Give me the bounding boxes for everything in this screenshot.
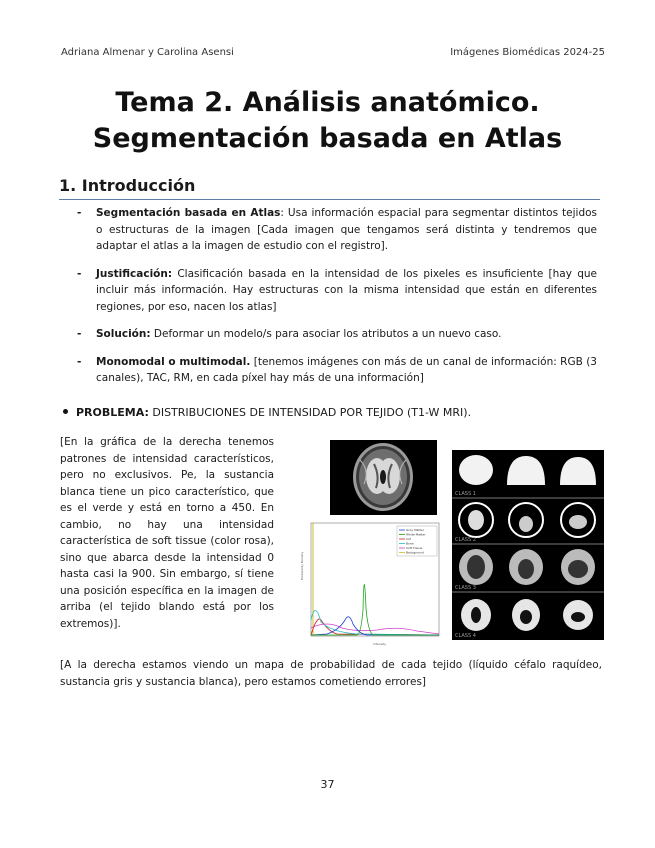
bullet-text: [tenemos imágenes con más de un canal de información: RGB (3 canales), TAC, RM, en cada píxel hay más de una información] [96,355,597,384]
problem-term: PROBLEMA: [76,406,149,419]
legend-bone: Bone [406,541,414,546]
bullet-term: Justificación: [96,267,173,280]
class-label-4: CLASS 4 [455,633,476,639]
class-label-2: CLASS 2 [455,537,476,543]
title-line-2: Segmentación basada en Atlas [92,123,563,154]
problem-text: DISTRIBUCIONES DE INTENSIDAD POR TEJIDO (T1-W MRI). [148,406,472,419]
section-title: Introducción [81,176,196,195]
bullet-item-solution [77,326,597,343]
bullet-term: Segmentación basada en Atlas [96,207,281,219]
legend-grey-matter: Grey Matter [406,528,424,532]
bullet-term: Solución: [96,328,151,340]
header-course: Imágenes Biomédicas 2024-25 [450,47,605,58]
svg-text:Intensity: Intensity [373,642,387,646]
header-authors: Adriana Almenar y Carolina Asensi [61,47,234,58]
problem-bullet [61,406,471,419]
bullet-item-atlas [77,205,597,255]
title-line-1: Tema 2. Análisis anatómico. [115,87,540,118]
tissue-class-maps [452,450,604,640]
class-label-3: CLASS 3 [455,585,476,591]
bullet-term: Monomodal o multimodal. [96,355,251,368]
legend-white-matter: White Matter [406,532,426,537]
bullet-dash: - [77,355,82,368]
legend-csf: Csf [406,537,411,541]
bullet-item-justification [77,266,597,316]
section-number: 1. [59,176,77,195]
bullet-text: Deformar un modelo/s para asociar los atributos a un nuevo caso. [150,328,502,340]
bullet-dash: - [77,267,82,280]
intensity-distribution-plot [297,520,444,648]
bullet-text: : Usa información espacial para segmentar distintos tejidos o estructuras de la imagen [Cada imagen que tengamos será distinta y tendremos que adaptar el atlas a la imagen de estudio con el registro]. [96,207,597,252]
bullet-dot-icon [63,409,68,414]
class-label-1: CLASS 1 [455,491,476,497]
legend-soft-tissue: Soft Tissue [406,546,423,550]
page-number: 37 [320,778,335,791]
legend-background: Background [406,550,424,555]
bullet-text: Clasificación basada en la intensidad de los pixeles es insuficiente [hay que incluir más información. Hay estructuras con la misma intensidad que están en diferentes regiones, por eso, nacen los atlas] [96,267,597,313]
left-paragraph: [En la gráfica de la derecha tenemos patrones de intensidad característicos, pero no exclusivos. Pe, la sustancia blanca tiene un pico característico, que es el verde y está en torno a 450. En cambio, no hay una intensidad característica de soft tissue (color rosa), sino que abarca desde la intensidad 0 hasta casi la 900. Sin embargo, sí tiene una posición específica en la imagen de arriba (el tejido blando está por los extremos)]. [60,436,274,630]
svg-text:Probability Density: Probability Density [300,551,304,580]
section-heading [59,176,195,195]
brain-mri-image [330,440,437,515]
bullet-dash: - [77,328,82,340]
page-title [0,85,655,157]
bullet-item-modality [77,354,597,387]
bullet-dash: - [77,207,82,219]
section-divider [59,199,600,200]
bottom-paragraph: [A la derecha estamos viendo un mapa de probabilidad de cada tejido (líquido céfalo raquídeo, sustancia gris y sustancia blanca), pero estamos cometiendo errores] [60,659,602,688]
bullet-list [77,205,597,398]
